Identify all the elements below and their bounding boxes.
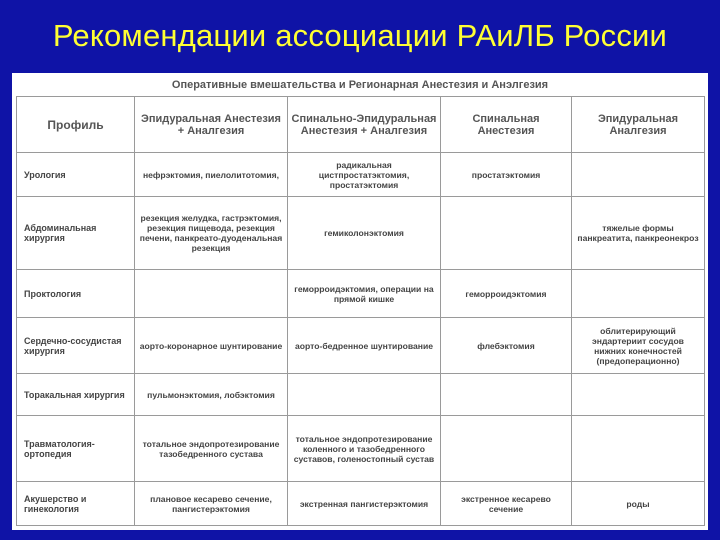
cell-spinal-anesthesia <box>441 197 572 270</box>
cell-epidural-analgesia <box>572 270 705 318</box>
table-row <box>17 482 705 526</box>
table-row <box>17 416 705 482</box>
cell-epidural-analgesia: роды <box>572 482 705 526</box>
table-row <box>17 197 705 270</box>
cell-epidural-analgesia <box>572 153 705 197</box>
table-image <box>12 73 708 530</box>
table-caption: Оперативные вмешательства и Регионарная Анестезия и Анэлгезия <box>171 79 549 91</box>
row-profile: Травматология-ортопедия <box>17 416 135 482</box>
cell-spinal-anesthesia: флебэктомия <box>441 318 572 374</box>
row-profile: Абдоминальная хирургия <box>17 197 135 270</box>
cell-spinal-anesthesia: геморроидэктомия <box>441 270 572 318</box>
cell-spinal-epidural: гемиколонэктомия <box>288 197 441 270</box>
header-epidural-anesthesia: Эпидуральная Анестезия + Аналгезия <box>135 97 288 153</box>
cell-epidural-anesthesia: плановое кесарево сечение, пангистерэктомия <box>135 482 288 526</box>
cell-epidural-analgesia <box>572 374 705 416</box>
cell-epidural-anesthesia: резекция желудка, гастрэктомия, резекция пищевода, резекция печени, панкреато-дуоденальная резекция <box>135 197 288 270</box>
table-row <box>17 270 705 318</box>
cell-spinal-anesthesia: простатэктомия <box>441 153 572 197</box>
cell-spinal-anesthesia: экстренное кесарево сечение <box>441 482 572 526</box>
row-profile: Акушерство и гинекология <box>17 482 135 526</box>
header-epidural-analgesia: Эпидуральная Аналгезия <box>572 97 705 153</box>
cell-epidural-analgesia <box>572 416 705 482</box>
cell-epidural-analgesia: тяжелые формы панкреатита, панкреонекроз <box>572 197 705 270</box>
header-profile: Профиль <box>17 97 135 153</box>
table-header-row <box>17 97 705 153</box>
cell-spinal-epidural: аорто-бедренное шунтирование <box>288 318 441 374</box>
cell-epidural-anesthesia: тотальное эндопротезирование тазобедренного сустава <box>135 416 288 482</box>
cell-epidural-anesthesia: нефрэктомия, пиелолитотомия, <box>135 153 288 197</box>
header-spinal-anesthesia: Спинальная Анестезия <box>441 97 572 153</box>
cell-spinal-epidural: радикальная цистпростатэктомия, простатэктомия <box>288 153 441 197</box>
table-row <box>17 153 705 197</box>
cell-epidural-anesthesia: аорто-коронарное шунтирование <box>135 318 288 374</box>
cell-epidural-anesthesia <box>135 270 288 318</box>
header-spinal-epidural: Спинально-Эпидуральная Анестезия + Аналгезия <box>288 97 441 153</box>
cell-spinal-epidural <box>288 374 441 416</box>
cell-spinal-epidural: экстренная пангистерэктомия <box>288 482 441 526</box>
recommendations-table <box>16 96 705 526</box>
cell-spinal-anesthesia <box>441 416 572 482</box>
slide-title: Рекомендации ассоциации РАиЛБ России <box>52 18 668 53</box>
cell-spinal-anesthesia <box>441 374 572 416</box>
cell-spinal-epidural: геморроидэктомия, операции на прямой кишке <box>288 270 441 318</box>
table-row <box>17 318 705 374</box>
row-profile: Урология <box>17 153 135 197</box>
table-row <box>17 374 705 416</box>
cell-epidural-analgesia: облитерирующий эндартериит сосудов нижних конечностей (предоперационно) <box>572 318 705 374</box>
cell-epidural-anesthesia: пульмонэктомия, лобэктомия <box>135 374 288 416</box>
row-profile: Сердечно-сосудистая хирургия <box>17 318 135 374</box>
row-profile: Проктология <box>17 270 135 318</box>
cell-spinal-epidural: тотальное эндопротезирование коленного и тазобедренного суставов, голеностопный сустав <box>288 416 441 482</box>
row-profile: Торакальная хирургия <box>17 374 135 416</box>
